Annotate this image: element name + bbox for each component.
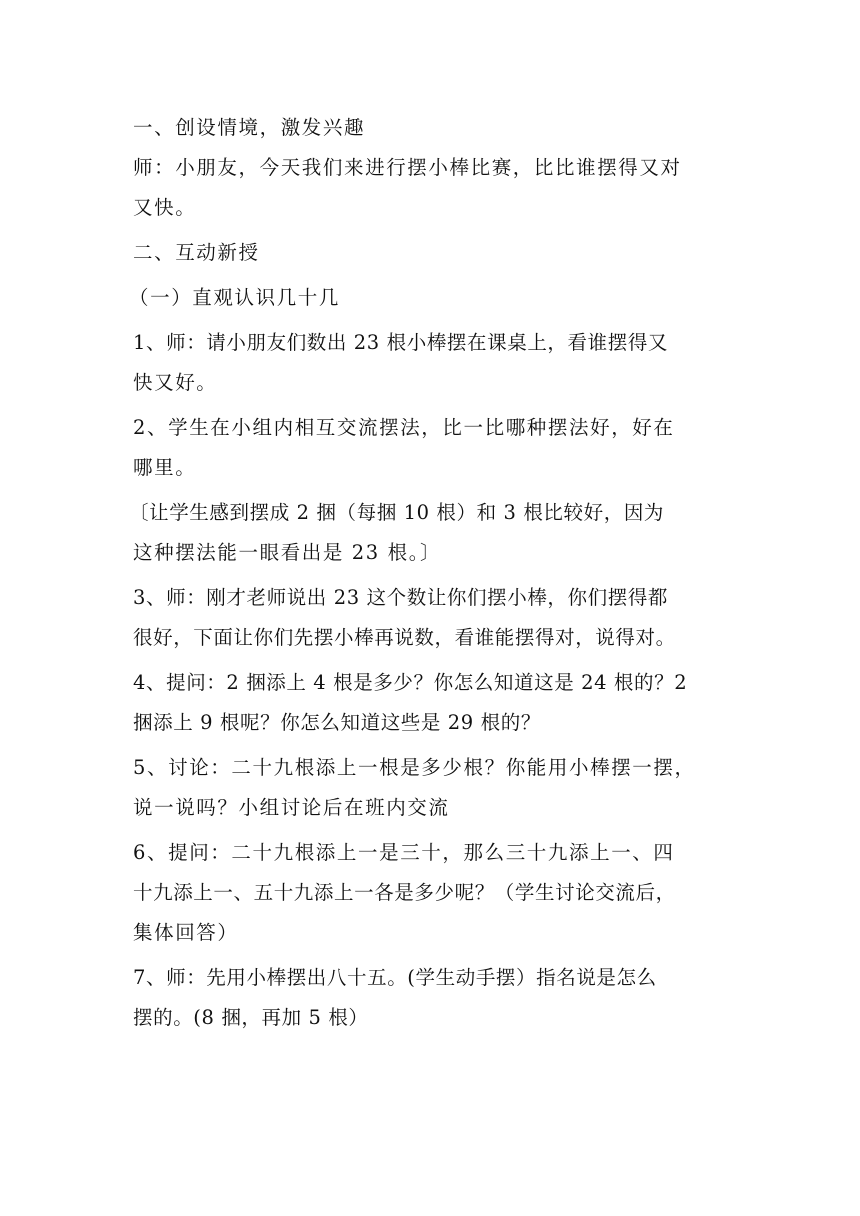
section-heading-1: 一、创设情境，激发兴趣 (133, 116, 366, 139)
paragraph-line: 1、师：请小朋友们数出 23 根小棒摆在课桌上，看谁摆得又 (133, 331, 669, 354)
paragraph-line: 4、提问：2 捆添上 4 根是多少？你怎么知道这是 24 根的？2 (133, 671, 688, 694)
paragraph-line: 师：小朋友，今天我们来进行摆小棒比赛，比比谁摆得又对 (133, 156, 682, 179)
paragraph-line: 7、师：先用小棒摆出八十五。(学生动手摆）指名说是怎么 (133, 966, 657, 989)
paragraph-line: 哪里。 (133, 456, 197, 479)
paragraph-line: 又快。 (133, 196, 197, 219)
paragraph-line: 十九添上一、五十九添上一各是多少呢？（学生讨论交流后， (133, 881, 676, 904)
paragraph-line: 捆添上 9 根呢？你怎么知道这些是 29 根的？ (133, 711, 541, 734)
paragraph-line: 〔让学生感到摆成 2 捆（每捆 10 根）和 3 根比较好，因为 (129, 501, 665, 524)
paragraph-line: 5、讨论：二十九根添上一根是多少根？你能用小棒摆一摆， (133, 756, 696, 779)
paragraph-line: 6、提问：二十九根添上一是三十，那么三十九添上一、四 (133, 841, 675, 864)
paragraph-line: 3、师：刚才老师说出 23 这个数让你们摆小棒，你们摆得都 (133, 586, 669, 609)
paragraph-line: 这种摆法能一眼看出是 23 根。〕 (133, 541, 442, 564)
paragraph-line: 摆的。(8 捆，再加 5 根） (133, 1006, 369, 1029)
paragraph-line: 说一说吗？小组讨论后在班内交流 (133, 796, 450, 819)
paragraph-line: 2、学生在小组内相互交流摆法，比一比哪种摆法好，好在 (133, 416, 675, 439)
subsection-heading: （一）直观认识几十几 (129, 286, 341, 309)
document-body (129, 108, 733, 1038)
paragraph-line: 快又好。 (133, 371, 218, 394)
section-heading-2: 二、互动新授 (133, 241, 260, 264)
paragraph-line: 集体回答） (133, 921, 239, 944)
paragraph-line: 很好，下面让你们先摆小棒再说数，看谁能摆得对，说得对。 (133, 626, 676, 649)
